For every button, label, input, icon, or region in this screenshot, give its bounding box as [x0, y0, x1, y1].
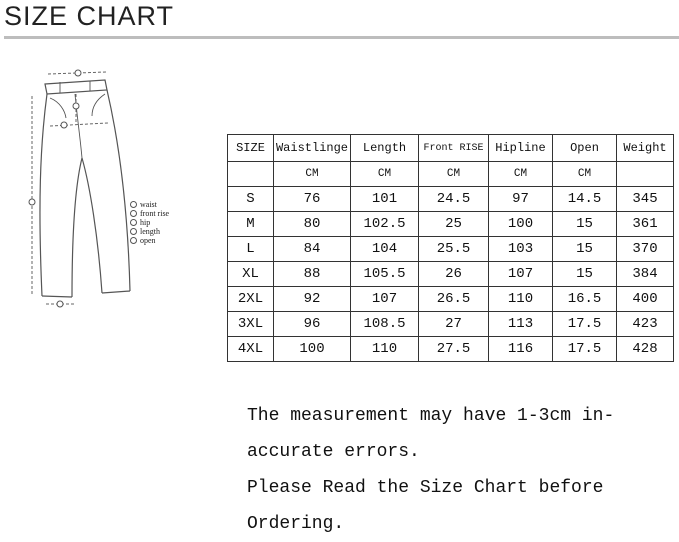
table-cell: 15 — [553, 212, 617, 237]
unit-cell — [228, 162, 274, 187]
unit-cell: CM — [553, 162, 617, 187]
table-cell: S — [228, 187, 274, 212]
table-cell: L — [228, 237, 274, 262]
table-cell: 2XL — [228, 287, 274, 312]
table-cell: 76 — [274, 187, 351, 212]
measurement-legend — [130, 200, 169, 245]
table-cell: 24.5 — [419, 187, 489, 212]
table-cell: 102.5 — [351, 212, 419, 237]
table-cell: 14.5 — [553, 187, 617, 212]
table-cell: 25.5 — [419, 237, 489, 262]
table-row — [228, 287, 674, 312]
table-cell: 101 — [351, 187, 419, 212]
table-cell: 113 — [489, 312, 553, 337]
table-header-row — [228, 135, 674, 162]
table-unit-row — [228, 162, 674, 187]
legend-item: front rise — [130, 209, 169, 218]
table-cell: 428 — [617, 337, 674, 362]
table-cell: 4XL — [228, 337, 274, 362]
table-cell: 3XL — [228, 312, 274, 337]
unit-cell — [617, 162, 674, 187]
page-title: SIZE CHART — [4, 1, 175, 31]
unit-cell: CM — [351, 162, 419, 187]
table-cell: 16.5 — [553, 287, 617, 312]
table-row — [228, 312, 674, 337]
table-cell: 26 — [419, 262, 489, 287]
table-cell: 84 — [274, 237, 351, 262]
table-cell: 17.5 — [553, 312, 617, 337]
legend-dot-icon — [130, 228, 137, 235]
table-cell: 400 — [617, 287, 674, 312]
table-row — [228, 262, 674, 287]
unit-cell: CM — [489, 162, 553, 187]
legend-dot-icon — [130, 237, 137, 244]
note-line: accurate errors. — [247, 442, 420, 462]
legend-item: length — [130, 227, 169, 236]
size-table — [227, 134, 674, 362]
table-cell: 25 — [419, 212, 489, 237]
header-cell: Length — [351, 135, 419, 162]
table-cell: 345 — [617, 187, 674, 212]
table-cell: 92 — [274, 287, 351, 312]
legend-dot-icon — [130, 201, 137, 208]
header-cell: Hipline — [489, 135, 553, 162]
pants-diagram — [20, 66, 210, 316]
header-cell: Waistlinge — [274, 135, 351, 162]
table-cell: 110 — [351, 337, 419, 362]
legend-dot-icon — [130, 219, 137, 226]
table-cell: 107 — [489, 262, 553, 287]
header-cell: Open — [553, 135, 617, 162]
table-row — [228, 187, 674, 212]
table-cell: XL — [228, 262, 274, 287]
note-line: Please Read the Size Chart before — [247, 478, 604, 498]
table-cell: 110 — [489, 287, 553, 312]
table-cell: 26.5 — [419, 287, 489, 312]
table-cell: 15 — [553, 262, 617, 287]
title-divider — [4, 36, 679, 39]
table-cell: 97 — [489, 187, 553, 212]
table-cell: 80 — [274, 212, 351, 237]
legend-item: hip — [130, 218, 169, 227]
table-row — [228, 237, 674, 262]
table-cell: 15 — [553, 237, 617, 262]
note-line: Ordering. — [247, 514, 345, 534]
table-cell: 100 — [489, 212, 553, 237]
unit-cell: CM — [274, 162, 351, 187]
table-cell: 100 — [274, 337, 351, 362]
table-cell: 370 — [617, 237, 674, 262]
table-cell: 107 — [351, 287, 419, 312]
table-cell: 17.5 — [553, 337, 617, 362]
legend-item: waist — [130, 200, 169, 209]
table-cell: M — [228, 212, 274, 237]
note-line: The measurement may have 1-3cm in- — [247, 406, 615, 426]
table-cell: 88 — [274, 262, 351, 287]
table-row — [228, 337, 674, 362]
table-cell: 104 — [351, 237, 419, 262]
legend-dot-icon — [130, 210, 137, 217]
table-row — [228, 212, 674, 237]
table-cell: 96 — [274, 312, 351, 337]
table-cell: 384 — [617, 262, 674, 287]
header-cell: Front RISE — [419, 135, 489, 162]
table-cell: 27 — [419, 312, 489, 337]
table-cell: 27.5 — [419, 337, 489, 362]
unit-cell: CM — [419, 162, 489, 187]
measurement-note — [247, 398, 667, 542]
header-cell: Weight — [617, 135, 674, 162]
table-cell: 103 — [489, 237, 553, 262]
table-cell: 116 — [489, 337, 553, 362]
legend-item: open — [130, 236, 169, 245]
table-cell: 423 — [617, 312, 674, 337]
table-cell: 108.5 — [351, 312, 419, 337]
table-cell: 105.5 — [351, 262, 419, 287]
header-cell: SIZE — [228, 135, 274, 162]
table-cell: 361 — [617, 212, 674, 237]
